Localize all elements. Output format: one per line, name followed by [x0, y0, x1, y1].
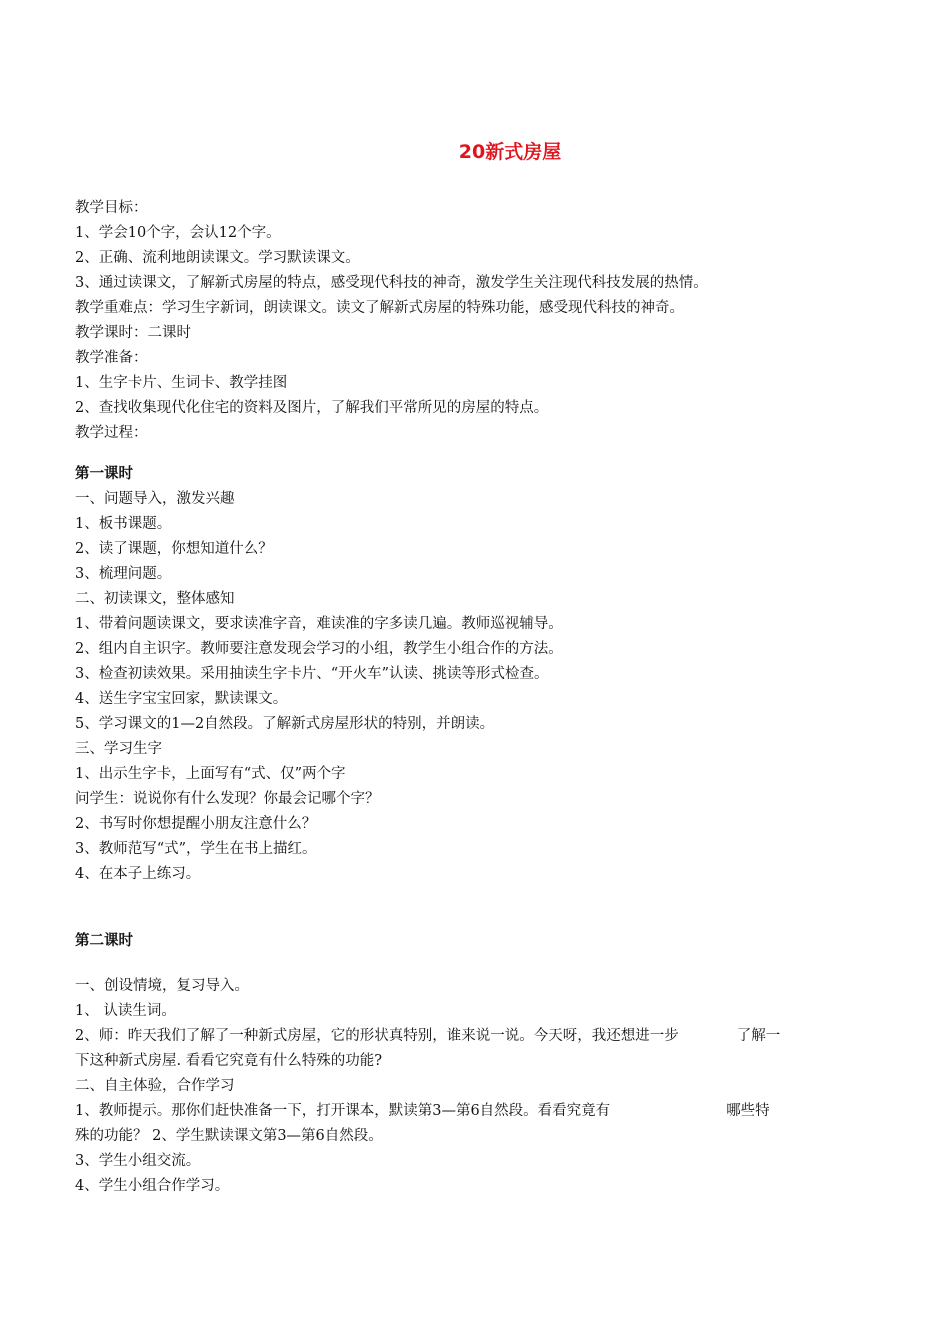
text-line: 教学重难点：学习生字新词，朗读课文。读文了解新式房屋的特殊功能，感受现代科技的神奇。: [75, 300, 684, 316]
text-line: 4、在本子上练习。: [75, 866, 201, 882]
text-line: 一、问题导入，激发兴趣: [75, 491, 235, 507]
text-segment: 1、教师提示。那你们赶快准备一下，打开课本，默读第3—第6自然段。看看究竟有: [75, 1103, 611, 1119]
text-line: 殊的功能？ 2、学生默读课文第3—第6自然段。: [75, 1128, 383, 1144]
lesson-two-section: [75, 929, 885, 1199]
text-segment: 哪些特: [726, 1103, 770, 1119]
text-line: 3、学生小组交流。: [75, 1153, 201, 1169]
lesson-two-heading: 第二课时: [75, 933, 133, 949]
text-line: 1、出示生字卡，上面写有“式、仅”两个字: [75, 766, 346, 782]
text-line: 一、创设情境，复习导入。: [75, 978, 249, 994]
lesson-one-heading: 第一课时: [75, 466, 133, 482]
text-segment: 了解一: [736, 1028, 781, 1044]
text-line: 3、梳理问题。: [75, 566, 172, 582]
text-line: 教学目标：: [75, 200, 148, 216]
text-line: 1、 认读生词。: [75, 1003, 176, 1019]
text-line: 1、生字卡片、生词卡、教学挂图: [75, 375, 288, 391]
text-line: 问学生：说说你有什么发现？你最会记哪个字？: [75, 791, 380, 807]
text-line: 1、板书课题。: [75, 516, 172, 532]
text-line: 教学课时：二课时: [75, 325, 191, 341]
text-line: 教学过程：: [75, 425, 148, 441]
text-line: 2、书写时你想提醒小朋友注意什么？: [75, 816, 317, 832]
text-line: 2、读了课题，你想知道什么？: [75, 541, 273, 557]
text-line: 3、通过读课文，了解新式房屋的特点，感受现代科技的神奇，激发学生关注现代科技发展的热情。: [75, 275, 708, 291]
text-segment: 2、师：昨天我们了解了一种新式房屋，它的形状真特别，谁来说一说。今天呀，我还想进一步: [75, 1028, 679, 1044]
text-line: 5、学习课文的1—2自然段。了解新式房屋形状的特别，并朗读。: [75, 716, 495, 732]
text-line: 教学准备：: [75, 350, 148, 366]
text-line: 三、学习生字: [75, 741, 162, 757]
text-line: 1、带着问题读课文，要求读准字音，难读准的字多读几遍。教师巡视辅导。: [75, 616, 563, 632]
text-line: 二、自主体验，合作学习: [75, 1078, 235, 1094]
intro-section: [75, 196, 885, 446]
text-line: 3、检查初读效果。采用抽读生字卡片、“开火车”认读、挑读等形式检查。: [75, 666, 549, 682]
text-line: 4、学生小组合作学习。: [75, 1178, 230, 1194]
text-line: 2、组内自主识字。教师要注意发现会学习的小组，教学生小组合作的方法。: [75, 641, 563, 657]
text-line: 下这种新式房屋. 看看它究竟有什么特殊的功能?: [75, 1053, 382, 1069]
text-line: 2、查找收集现代化住宅的资料及图片，了解我们平常所见的房屋的特点。: [75, 400, 549, 416]
document-title: 20新式房屋: [458, 141, 562, 163]
lesson-one-section: [75, 462, 885, 887]
text-line: [75, 1099, 885, 1124]
text-line: 4、送生字宝宝回家，默读课文。: [75, 691, 288, 707]
text-line: 1、学会10个字，会认12个字。: [75, 225, 281, 241]
text-line: 二、初读课文，整体感知: [75, 591, 235, 607]
text-line: 2、正确、流利地朗读课文。学习默读课文。: [75, 250, 360, 266]
text-line: [75, 1024, 885, 1049]
text-line: 3、教师范写“式”，学生在书上描红。: [75, 841, 317, 857]
